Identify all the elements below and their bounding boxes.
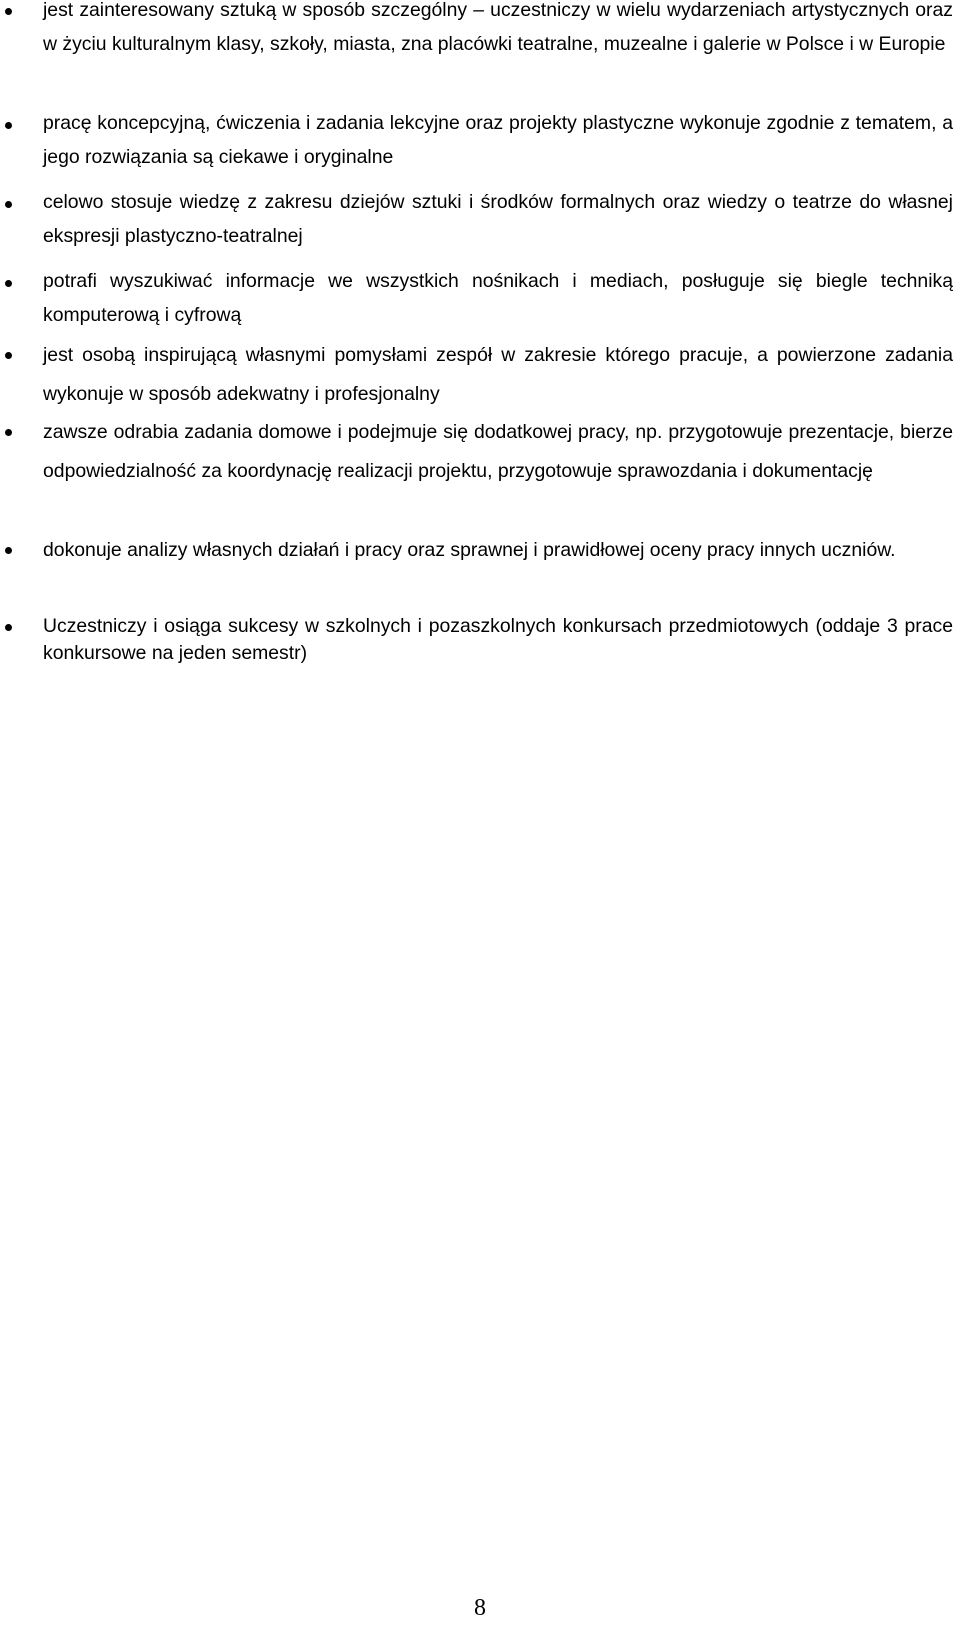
bullet-icon [5,429,12,436]
bullet-icon [5,8,12,15]
bullet-icon [5,547,12,554]
list-item-text: dokonuje analizy własnych działań i pracy oraz sprawnej i prawidłowej oceny pracy innych uczniów. [43,539,896,561]
bullet-icon [5,280,12,287]
list-item-text: Uczestniczy i osiąga sukcesy w szkolnych i pozaszkolnych konkursach przedmiotowych (oddaje 3 prace konkursowe na jeden semestr) [43,615,953,664]
bullet-icon [5,122,12,129]
bullet-icon [5,624,12,631]
list-item-text: zawsze odrabia zadania domowe i podejmuje się dodatkowej pracy, np. przygotowuje prezentacje, bierze odpowiedzialność za koordynację realizacji projektu, przygotowuje sprawozdania i dokumentację [43,421,953,482]
list-item-text: pracę koncepcyjną, ćwiczenia i zadania lekcyjne oraz projekty plastyczne wykonuje zgodnie z tematem, a jego rozwiązania są ciekawe i oryginalne [43,112,953,168]
list-item-text: jest osobą inspirującą własnymi pomysłami zespół w zakresie którego pracuje, a powierzone zadania wykonuje w sposób adekwatny i profesjonalny [43,344,953,405]
bullet-icon [5,201,12,208]
list-item-text: celowo stosuje wiedzę z zakresu dziejów sztuki i środków formalnych oraz wiedzy o teatrze do własnej ekspresji plastyczno-teatralnej [43,191,953,247]
list-item-text: potrafi wyszukiwać informacje we wszystkich nośnikach i mediach, posługuje się biegle techniką komputerową i cyfrową [43,270,953,326]
list-item-text: jest zainteresowany sztuką w sposób szczególny – uczestniczy w wielu wydarzeniach artystycznych oraz w życiu kulturalnym klasy, szkoły, miasta, zna placówki teatralne, muzealne i galerie w Polsce i w Europie [43,0,953,55]
page-number: 8 [474,1595,486,1621]
bullet-icon [5,352,12,359]
